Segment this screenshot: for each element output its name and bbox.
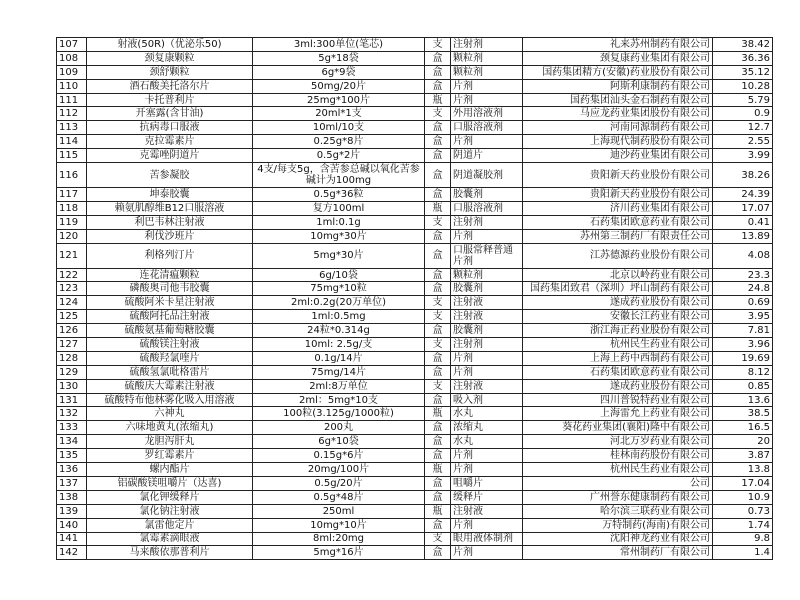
dosage-form-cell: 口服溶液剂 bbox=[451, 121, 523, 135]
table-row bbox=[57, 338, 773, 352]
unit-cell: 盒 bbox=[425, 490, 451, 504]
specification-cell: 24粒*0.314g bbox=[253, 324, 425, 338]
table-row bbox=[57, 135, 773, 149]
price-cell: 19.69 bbox=[713, 351, 773, 365]
drug-name-cell: 硫酸阿米卡星注射液 bbox=[87, 296, 253, 310]
dosage-form-cell: 片剂 bbox=[451, 518, 523, 532]
dosage-form-cell: 颗粒剂 bbox=[451, 268, 523, 282]
row-number-cell: 134 bbox=[57, 435, 87, 449]
unit-cell: 盒 bbox=[425, 421, 451, 435]
price-cell: 36.36 bbox=[713, 51, 773, 65]
dosage-form-cell: 片剂 bbox=[451, 229, 523, 243]
table-row bbox=[57, 121, 773, 135]
drug-name-cell: 硫酸氨基葡萄糖胶囊 bbox=[87, 324, 253, 338]
price-cell: 0.73 bbox=[713, 504, 773, 518]
specification-cell: 0.5g*2片 bbox=[253, 149, 425, 163]
specification-cell: 6g*9袋 bbox=[253, 65, 425, 79]
price-cell: 3.95 bbox=[713, 310, 773, 324]
unit-cell: 支 bbox=[425, 310, 451, 324]
drug-name-cell: 硫酸羟氯喹片 bbox=[87, 351, 253, 365]
row-number-cell: 122 bbox=[57, 268, 87, 282]
dosage-form-cell: 注射剂 bbox=[451, 338, 523, 352]
unit-cell: 盒 bbox=[425, 65, 451, 79]
drug-name-cell: 马来酸依那普利片 bbox=[87, 546, 253, 560]
drug-name-cell: 卡托普利片 bbox=[87, 93, 253, 107]
table-row bbox=[57, 310, 773, 324]
specification-cell: 6g/10袋 bbox=[253, 268, 425, 282]
row-number-cell: 133 bbox=[57, 421, 87, 435]
row-number-cell: 108 bbox=[57, 51, 87, 65]
manufacturer-cell: 四川普锐特药业有限公司 bbox=[523, 393, 713, 407]
manufacturer-cell: 哈尔滨三联药业有限公司 bbox=[523, 504, 713, 518]
row-number-cell: 129 bbox=[57, 365, 87, 379]
specification-cell: 1ml:0.5mg bbox=[253, 310, 425, 324]
unit-cell: 支 bbox=[425, 379, 451, 393]
row-number-cell: 136 bbox=[57, 463, 87, 477]
drug-name-cell: 坤泰胶囊 bbox=[87, 188, 253, 202]
specification-cell: 5mg*16片 bbox=[253, 546, 425, 560]
table-row bbox=[57, 243, 773, 268]
row-number-cell: 124 bbox=[57, 296, 87, 310]
specification-cell: 0.25g*8片 bbox=[253, 135, 425, 149]
price-cell: 24.39 bbox=[713, 188, 773, 202]
drug-name-cell: 利伐沙班片 bbox=[87, 229, 253, 243]
specification-cell: 2ml:8万单位 bbox=[253, 379, 425, 393]
price-cell: 35.12 bbox=[713, 65, 773, 79]
drug-name-cell: 利巴韦林注射液 bbox=[87, 215, 253, 229]
drug-name-cell: 克霉唑阴道片 bbox=[87, 149, 253, 163]
specification-cell: 5g*18袋 bbox=[253, 51, 425, 65]
manufacturer-cell: 河南同源制药有限公司 bbox=[523, 121, 713, 135]
row-number-cell: 140 bbox=[57, 518, 87, 532]
price-cell: 12.7 bbox=[713, 121, 773, 135]
dosage-form-cell: 水丸 bbox=[451, 435, 523, 449]
drug-name-cell: 氯雷他定片 bbox=[87, 518, 253, 532]
dosage-form-cell: 片剂 bbox=[451, 449, 523, 463]
row-number-cell: 138 bbox=[57, 490, 87, 504]
dosage-form-cell: 片剂 bbox=[451, 135, 523, 149]
price-cell: 20 bbox=[713, 435, 773, 449]
manufacturer-cell: 国药集团汕头金石制药有限公司 bbox=[523, 93, 713, 107]
drug-name-cell: 铝碳酸镁咀嚼片（达喜) bbox=[87, 476, 253, 490]
unit-cell: 支 bbox=[425, 107, 451, 121]
drug-name-cell: 赖氨肌醇维B12口服溶液 bbox=[87, 201, 253, 215]
price-cell: 5.79 bbox=[713, 93, 773, 107]
dosage-form-cell: 水丸 bbox=[451, 407, 523, 421]
manufacturer-cell: 济川药业集团有限公司 bbox=[523, 201, 713, 215]
table-body bbox=[57, 38, 773, 560]
row-number-cell: 109 bbox=[57, 65, 87, 79]
unit-cell: 支 bbox=[425, 338, 451, 352]
unit-cell: 盒 bbox=[425, 135, 451, 149]
manufacturer-cell: 桂林南药股份有限公司 bbox=[523, 449, 713, 463]
price-cell: 0.41 bbox=[713, 215, 773, 229]
table-row bbox=[57, 351, 773, 365]
unit-cell: 瓶 bbox=[425, 407, 451, 421]
drug-name-cell: 磷酸奥司他韦胶囊 bbox=[87, 282, 253, 296]
manufacturer-cell: 国药集团致君（深圳）坪山制药有限公司 bbox=[523, 282, 713, 296]
table-row bbox=[57, 201, 773, 215]
manufacturer-cell: 万特制药(海南)有限公司 bbox=[523, 518, 713, 532]
price-cell: 13.89 bbox=[713, 229, 773, 243]
unit-cell: 瓶 bbox=[425, 93, 451, 107]
row-number-cell: 107 bbox=[57, 38, 87, 52]
table-row bbox=[57, 38, 773, 52]
dosage-form-cell: 注射剂 bbox=[451, 38, 523, 52]
price-cell: 17.04 bbox=[713, 476, 773, 490]
table-row bbox=[57, 504, 773, 518]
unit-cell: 盒 bbox=[425, 243, 451, 268]
row-number-cell: 115 bbox=[57, 149, 87, 163]
price-cell: 4.08 bbox=[713, 243, 773, 268]
table-row bbox=[57, 107, 773, 121]
unit-cell: 盒 bbox=[425, 393, 451, 407]
dosage-form-cell: 颗粒剂 bbox=[451, 65, 523, 79]
drug-name-cell: 硫酸氢氯吡格雷片 bbox=[87, 365, 253, 379]
unit-cell: 盒 bbox=[425, 79, 451, 93]
price-cell: 38.5 bbox=[713, 407, 773, 421]
dosage-form-cell: 注射液 bbox=[451, 379, 523, 393]
specification-cell: 0.5g*48片 bbox=[253, 490, 425, 504]
drug-name-cell: 抗病毒口服液 bbox=[87, 121, 253, 135]
specification-cell: 0.5g/20片 bbox=[253, 476, 425, 490]
drug-name-cell: 开塞露(含甘油) bbox=[87, 107, 253, 121]
dosage-form-cell: 阴道片 bbox=[451, 149, 523, 163]
drug-name-cell: 连花清瘟颗粒 bbox=[87, 268, 253, 282]
manufacturer-cell: 杭州民生药业有限公司 bbox=[523, 463, 713, 477]
drug-name-cell: 硫酸庆大霉素注射液 bbox=[87, 379, 253, 393]
table-row bbox=[57, 268, 773, 282]
drug-name-cell: 硫酸特布他林雾化吸入用溶液 bbox=[87, 393, 253, 407]
table-row bbox=[57, 65, 773, 79]
table-row bbox=[57, 490, 773, 504]
drug-name-cell: 颈复康颗粒 bbox=[87, 51, 253, 65]
drug-name-cell: 颈舒颗粒 bbox=[87, 65, 253, 79]
row-number-cell: 114 bbox=[57, 135, 87, 149]
table-row bbox=[57, 435, 773, 449]
specification-cell: 200丸 bbox=[253, 421, 425, 435]
price-cell: 9.8 bbox=[713, 532, 773, 546]
specification-cell: 5mg*30片 bbox=[253, 243, 425, 268]
manufacturer-cell: 浙江海正药业股份有限公司 bbox=[523, 324, 713, 338]
price-cell: 38.42 bbox=[713, 38, 773, 52]
unit-cell: 盒 bbox=[425, 163, 451, 188]
table-row bbox=[57, 365, 773, 379]
row-number-cell: 135 bbox=[57, 449, 87, 463]
row-number-cell: 116 bbox=[57, 163, 87, 188]
unit-cell: 盒 bbox=[425, 518, 451, 532]
price-cell: 3.99 bbox=[713, 149, 773, 163]
specification-cell: 100粒(3.125g/1000粒) bbox=[253, 407, 425, 421]
manufacturer-cell: 上海雷允上药业有限公司 bbox=[523, 407, 713, 421]
table-row bbox=[57, 51, 773, 65]
row-number-cell: 120 bbox=[57, 229, 87, 243]
price-cell: 23.3 bbox=[713, 268, 773, 282]
specification-cell: 0.15g*6片 bbox=[253, 449, 425, 463]
manufacturer-cell: 杭州民生药业有限公司 bbox=[523, 338, 713, 352]
row-number-cell: 121 bbox=[57, 243, 87, 268]
table-row bbox=[57, 393, 773, 407]
manufacturer-cell: 北京以岭药业有限公司 bbox=[523, 268, 713, 282]
table-row bbox=[57, 449, 773, 463]
price-cell: 2.55 bbox=[713, 135, 773, 149]
manufacturer-cell: 遂成药业股份有限公司 bbox=[523, 296, 713, 310]
specification-cell: 250ml bbox=[253, 504, 425, 518]
row-number-cell: 118 bbox=[57, 201, 87, 215]
dosage-form-cell: 胶囊剂 bbox=[451, 282, 523, 296]
dosage-form-cell: 胶囊剂 bbox=[451, 324, 523, 338]
manufacturer-cell: 石药集团欧意药业有限公司 bbox=[523, 215, 713, 229]
manufacturer-cell: 阿斯利康制药有限公司 bbox=[523, 79, 713, 93]
dosage-form-cell: 注射剂 bbox=[451, 215, 523, 229]
unit-cell: 支 bbox=[425, 38, 451, 52]
drug-name-cell: 利格列汀片 bbox=[87, 243, 253, 268]
unit-cell: 支 bbox=[425, 296, 451, 310]
row-number-cell: 130 bbox=[57, 379, 87, 393]
dosage-form-cell: 片剂 bbox=[451, 546, 523, 560]
specification-cell: 10mg*10片 bbox=[253, 518, 425, 532]
specification-cell: 6g*10袋 bbox=[253, 435, 425, 449]
row-number-cell: 127 bbox=[57, 338, 87, 352]
unit-cell: 盒 bbox=[425, 51, 451, 65]
row-number-cell: 123 bbox=[57, 282, 87, 296]
drug-name-cell: 罗红霉素片 bbox=[87, 449, 253, 463]
dosage-form-cell: 片剂 bbox=[451, 365, 523, 379]
drug-name-cell: 射液(50R)（优泌乐50) bbox=[87, 38, 253, 52]
manufacturer-cell: 上海上药中西制药有限公司 bbox=[523, 351, 713, 365]
manufacturer-cell: 贵阳新天药业股份有限公司 bbox=[523, 188, 713, 202]
price-cell: 8.12 bbox=[713, 365, 773, 379]
drug-name-cell: 氯化钾缓释片 bbox=[87, 490, 253, 504]
dosage-form-cell: 咀嚼片 bbox=[451, 476, 523, 490]
drug-name-cell: 苦参凝胶 bbox=[87, 163, 253, 188]
price-cell: 16.5 bbox=[713, 421, 773, 435]
dosage-form-cell: 颗粒剂 bbox=[451, 51, 523, 65]
drug-price-table bbox=[56, 37, 773, 560]
table-row bbox=[57, 163, 773, 188]
row-number-cell: 128 bbox=[57, 351, 87, 365]
manufacturer-cell: 广州誉东健康制药有限公司 bbox=[523, 490, 713, 504]
drug-name-cell: 硫酸阿托品注射液 bbox=[87, 310, 253, 324]
dosage-form-cell: 阴道凝胶剂 bbox=[451, 163, 523, 188]
specification-cell: 20mg/100片 bbox=[253, 463, 425, 477]
dosage-form-cell: 注射液 bbox=[451, 310, 523, 324]
manufacturer-cell: 葵花药业集团(襄阳)隆中有限公司 bbox=[523, 421, 713, 435]
table-row bbox=[57, 379, 773, 393]
table-row bbox=[57, 476, 773, 490]
specification-cell: 75mg*10粒 bbox=[253, 282, 425, 296]
row-number-cell: 111 bbox=[57, 93, 87, 107]
table-row bbox=[57, 79, 773, 93]
dosage-form-cell: 外用溶液剂 bbox=[451, 107, 523, 121]
table-row bbox=[57, 518, 773, 532]
row-number-cell: 113 bbox=[57, 121, 87, 135]
specification-cell: 3ml:300单位(笔芯) bbox=[253, 38, 425, 52]
dosage-form-cell: 片剂 bbox=[451, 351, 523, 365]
manufacturer-cell: 沈阳神龙药业有限公司 bbox=[523, 532, 713, 546]
unit-cell: 盒 bbox=[425, 324, 451, 338]
unit-cell: 盒 bbox=[425, 268, 451, 282]
table-row bbox=[57, 463, 773, 477]
manufacturer-cell: 江苏德源药业股份有限公司 bbox=[523, 243, 713, 268]
drug-name-cell: 酒石酸美托洛尔片 bbox=[87, 79, 253, 93]
specification-cell: 0.5g*36粒 bbox=[253, 188, 425, 202]
unit-cell: 盒 bbox=[425, 229, 451, 243]
table-row bbox=[57, 421, 773, 435]
price-cell: 38.26 bbox=[713, 163, 773, 188]
price-cell: 10.9 bbox=[713, 490, 773, 504]
row-number-cell: 117 bbox=[57, 188, 87, 202]
row-number-cell: 110 bbox=[57, 79, 87, 93]
table-row bbox=[57, 215, 773, 229]
price-cell: 7.81 bbox=[713, 324, 773, 338]
manufacturer-cell: 安徽长江药业有限公司 bbox=[523, 310, 713, 324]
drug-name-cell: 氯化钠注射液 bbox=[87, 504, 253, 518]
specification-cell: 0.1g/14片 bbox=[253, 351, 425, 365]
dosage-form-cell: 注射液 bbox=[451, 296, 523, 310]
drug-name-cell: 六神丸 bbox=[87, 407, 253, 421]
specification-cell: 10ml: 2.5g/支 bbox=[253, 338, 425, 352]
unit-cell: 盒 bbox=[425, 546, 451, 560]
row-number-cell: 141 bbox=[57, 532, 87, 546]
manufacturer-cell: 马应龙药业集团股份有限公司 bbox=[523, 107, 713, 121]
table-row bbox=[57, 296, 773, 310]
unit-cell: 盒 bbox=[425, 188, 451, 202]
manufacturer-cell: 颈复康药业集团有限公司 bbox=[523, 51, 713, 65]
manufacturer-cell: 礼来苏州制药有限公司 bbox=[523, 38, 713, 52]
manufacturer-cell: 河北万岁药业有限公司 bbox=[523, 435, 713, 449]
price-cell: 13.8 bbox=[713, 463, 773, 477]
row-number-cell: 119 bbox=[57, 215, 87, 229]
unit-cell: 瓶 bbox=[425, 463, 451, 477]
unit-cell: 盒 bbox=[425, 435, 451, 449]
row-number-cell: 132 bbox=[57, 407, 87, 421]
manufacturer-cell: 遂成药业股份有限公司 bbox=[523, 379, 713, 393]
price-cell: 0.9 bbox=[713, 107, 773, 121]
unit-cell: 支 bbox=[425, 532, 451, 546]
price-cell: 3.87 bbox=[713, 449, 773, 463]
specification-cell: 2ml:0.2g(20万单位) bbox=[253, 296, 425, 310]
table-row bbox=[57, 282, 773, 296]
manufacturer-cell: 贵阳新天药业股份有限公司 bbox=[523, 163, 713, 188]
row-number-cell: 142 bbox=[57, 546, 87, 560]
row-number-cell: 139 bbox=[57, 504, 87, 518]
specification-cell: 4支/每支5g，含苦参总碱以氧化苦参碱计为100mg bbox=[253, 163, 425, 188]
price-cell: 0.69 bbox=[713, 296, 773, 310]
specification-cell: 10mg*30片 bbox=[253, 229, 425, 243]
drug-name-cell: 克拉霉素片 bbox=[87, 135, 253, 149]
unit-cell: 盒 bbox=[425, 365, 451, 379]
price-cell: 13.6 bbox=[713, 393, 773, 407]
manufacturer-cell: 公司 bbox=[523, 476, 713, 490]
dosage-form-cell: 缓释片 bbox=[451, 490, 523, 504]
specification-cell: 1ml:0.1g bbox=[253, 215, 425, 229]
dosage-form-cell: 口服溶液剂 bbox=[451, 201, 523, 215]
unit-cell: 盒 bbox=[425, 149, 451, 163]
table-row bbox=[57, 546, 773, 560]
specification-cell: 20ml*1支 bbox=[253, 107, 425, 121]
specification-cell: 8ml:20mg bbox=[253, 532, 425, 546]
manufacturer-cell: 上海现代制药股份有限公司 bbox=[523, 135, 713, 149]
dosage-form-cell: 口服常释普通片剂 bbox=[451, 243, 523, 268]
dosage-form-cell: 片剂 bbox=[451, 463, 523, 477]
dosage-form-cell: 片剂 bbox=[451, 93, 523, 107]
specification-cell: 2ml：5mg*10支 bbox=[253, 393, 425, 407]
unit-cell: 盒 bbox=[425, 351, 451, 365]
table-row bbox=[57, 324, 773, 338]
drug-name-cell: 氯霉素滴眼液 bbox=[87, 532, 253, 546]
price-cell: 24.8 bbox=[713, 282, 773, 296]
unit-cell: 支 bbox=[425, 215, 451, 229]
table-row bbox=[57, 149, 773, 163]
row-number-cell: 137 bbox=[57, 476, 87, 490]
table-row bbox=[57, 532, 773, 546]
unit-cell: 盒 bbox=[425, 476, 451, 490]
specification-cell: 25mg*100片 bbox=[253, 93, 425, 107]
unit-cell: 瓶 bbox=[425, 201, 451, 215]
manufacturer-cell: 迪沙药业集团有限公司 bbox=[523, 149, 713, 163]
manufacturer-cell: 常州制药厂有限公司 bbox=[523, 546, 713, 560]
price-cell: 1.4 bbox=[713, 546, 773, 560]
specification-cell: 复方100ml bbox=[253, 201, 425, 215]
unit-cell: 盒 bbox=[425, 121, 451, 135]
table-row bbox=[57, 407, 773, 421]
specification-cell: 10ml/10支 bbox=[253, 121, 425, 135]
row-number-cell: 131 bbox=[57, 393, 87, 407]
price-cell: 10.28 bbox=[713, 79, 773, 93]
price-cell: 0.85 bbox=[713, 379, 773, 393]
drug-name-cell: 龙胆泻肝丸 bbox=[87, 435, 253, 449]
price-cell: 17.07 bbox=[713, 201, 773, 215]
manufacturer-cell: 苏州第三制药厂有限责任公司 bbox=[523, 229, 713, 243]
dosage-form-cell: 吸入剂 bbox=[451, 393, 523, 407]
drug-name-cell: 螺内酯片 bbox=[87, 463, 253, 477]
unit-cell: 盒 bbox=[425, 449, 451, 463]
row-number-cell: 112 bbox=[57, 107, 87, 121]
price-cell: 1.74 bbox=[713, 518, 773, 532]
drug-name-cell: 六味地黄丸(浓缩丸) bbox=[87, 421, 253, 435]
price-cell: 3.96 bbox=[713, 338, 773, 352]
table-row bbox=[57, 93, 773, 107]
dosage-form-cell: 眼用液体制剂 bbox=[451, 532, 523, 546]
manufacturer-cell: 国药集团精方(安徽)药业股份有限公司 bbox=[523, 65, 713, 79]
drug-name-cell: 硫酸镁注射液 bbox=[87, 338, 253, 352]
row-number-cell: 126 bbox=[57, 324, 87, 338]
dosage-form-cell: 胶囊剂 bbox=[451, 188, 523, 202]
dosage-form-cell: 注射液 bbox=[451, 504, 523, 518]
dosage-form-cell: 片剂 bbox=[451, 79, 523, 93]
row-number-cell: 125 bbox=[57, 310, 87, 324]
table-row bbox=[57, 229, 773, 243]
manufacturer-cell: 石药集团欧意药业有限公司 bbox=[523, 365, 713, 379]
specification-cell: 75mg/14片 bbox=[253, 365, 425, 379]
specification-cell: 50mg/20片 bbox=[253, 79, 425, 93]
unit-cell: 盒 bbox=[425, 282, 451, 296]
unit-cell: 瓶 bbox=[425, 504, 451, 518]
table-row bbox=[57, 188, 773, 202]
dosage-form-cell: 浓缩丸 bbox=[451, 421, 523, 435]
